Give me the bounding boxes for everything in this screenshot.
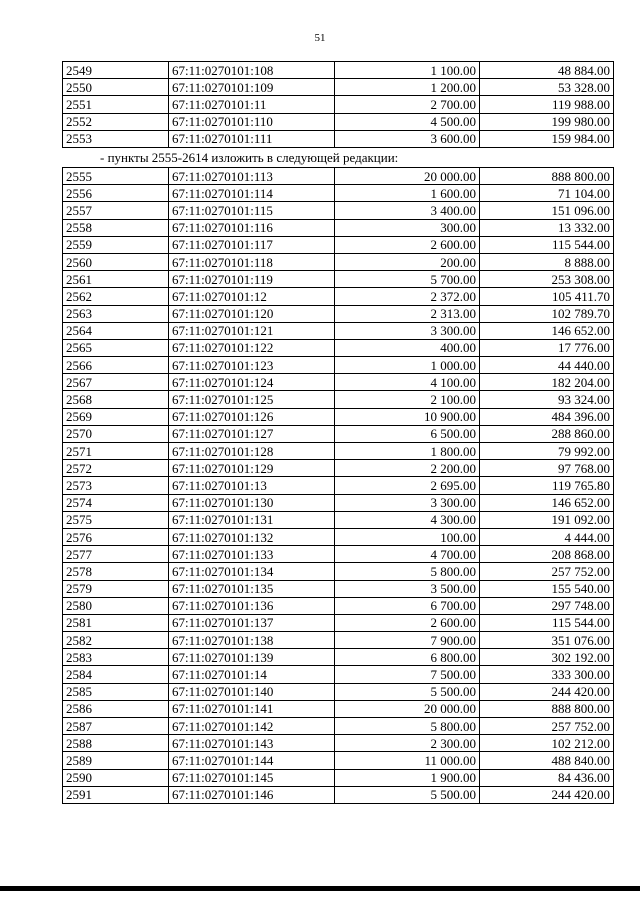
- cost-value: 4 444.00: [480, 528, 614, 545]
- row-number: 2588: [63, 735, 169, 752]
- cost-value: 244 420.00: [480, 683, 614, 700]
- row-number: 2571: [63, 443, 169, 460]
- cadastral-number: 67:11:0270101:12: [169, 288, 335, 305]
- cost-value: 302 192.00: [480, 649, 614, 666]
- table-row: [63, 769, 614, 786]
- area-value: 10 900.00: [335, 408, 480, 425]
- row-number: 2573: [63, 477, 169, 494]
- cadastral-number: 67:11:0270101:14: [169, 666, 335, 683]
- area-value: 100.00: [335, 528, 480, 545]
- table-row: [63, 425, 614, 442]
- table-row: [63, 62, 614, 79]
- cadastral-number: 67:11:0270101:113: [169, 168, 335, 185]
- row-number: 2591: [63, 786, 169, 803]
- area-value: 3 500.00: [335, 580, 480, 597]
- table-row: [63, 666, 614, 683]
- cost-value: 115 544.00: [480, 236, 614, 253]
- cadastral-number: 67:11:0270101:108: [169, 62, 335, 79]
- area-value: 3 600.00: [335, 130, 480, 147]
- area-value: 2 372.00: [335, 288, 480, 305]
- table-row: [63, 130, 614, 147]
- cost-value: 484 396.00: [480, 408, 614, 425]
- cadastral-number: 67:11:0270101:129: [169, 460, 335, 477]
- cost-value: 71 104.00: [480, 185, 614, 202]
- cost-value: 151 096.00: [480, 202, 614, 219]
- cost-value: 8 888.00: [480, 253, 614, 270]
- row-number: 2575: [63, 511, 169, 528]
- cadastral-number: 67:11:0270101:118: [169, 253, 335, 270]
- row-number: 2580: [63, 597, 169, 614]
- table-row: [63, 597, 614, 614]
- area-value: 3 300.00: [335, 322, 480, 339]
- page-number: 51: [314, 32, 326, 44]
- cost-value: 351 076.00: [480, 632, 614, 649]
- row-number: 2558: [63, 219, 169, 236]
- cadastral-number: 67:11:0270101:130: [169, 494, 335, 511]
- cost-value: 44 440.00: [480, 357, 614, 374]
- row-number: 2585: [63, 683, 169, 700]
- row-number: 2563: [63, 305, 169, 322]
- row-number: 2556: [63, 185, 169, 202]
- cost-value: 119 988.00: [480, 96, 614, 113]
- cadastral-number: 67:11:0270101:135: [169, 580, 335, 597]
- row-number: 2574: [63, 494, 169, 511]
- cost-value: 102 789.70: [480, 305, 614, 322]
- table-row: [63, 253, 614, 270]
- table-row: [63, 236, 614, 253]
- table-row: [63, 752, 614, 769]
- footer-divider: [0, 886, 640, 891]
- table-row: [63, 322, 614, 339]
- table-row: [63, 219, 614, 236]
- cost-value: 79 992.00: [480, 443, 614, 460]
- table-row: [63, 79, 614, 96]
- cadastral-number: 67:11:0270101:124: [169, 374, 335, 391]
- cost-value: 84 436.00: [480, 769, 614, 786]
- row-number: 2550: [63, 79, 169, 96]
- cadastral-number: 67:11:0270101:140: [169, 683, 335, 700]
- row-number: 2562: [63, 288, 169, 305]
- table-row: [63, 614, 614, 631]
- cadastral-number: 67:11:0270101:132: [169, 528, 335, 545]
- table-row: [63, 408, 614, 425]
- area-value: 5 500.00: [335, 786, 480, 803]
- cadastral-number: 67:11:0270101:122: [169, 339, 335, 356]
- cadastral-number: 67:11:0270101:111: [169, 130, 335, 147]
- area-value: 1 200.00: [335, 79, 480, 96]
- table-row: [63, 494, 614, 511]
- area-value: 5 800.00: [335, 563, 480, 580]
- cadastral-number: 67:11:0270101:142: [169, 718, 335, 735]
- cadastral-number: 67:11:0270101:110: [169, 113, 335, 130]
- cadastral-number: 67:11:0270101:139: [169, 649, 335, 666]
- area-value: 2 300.00: [335, 735, 480, 752]
- table-row: [63, 374, 614, 391]
- table-row: [63, 632, 614, 649]
- row-number: 2568: [63, 391, 169, 408]
- cost-value: 488 840.00: [480, 752, 614, 769]
- row-number: 2570: [63, 425, 169, 442]
- row-number: 2560: [63, 253, 169, 270]
- cadastral-number: 67:11:0270101:128: [169, 443, 335, 460]
- cadastral-number: 67:11:0270101:13: [169, 477, 335, 494]
- row-number: 2555: [63, 168, 169, 185]
- cadastral-number: 67:11:0270101:114: [169, 185, 335, 202]
- table-row: [63, 443, 614, 460]
- table-row: [63, 185, 614, 202]
- parcel-table-before: [62, 61, 614, 148]
- row-number: 2583: [63, 649, 169, 666]
- area-value: 2 200.00: [335, 460, 480, 477]
- cost-value: 13 332.00: [480, 219, 614, 236]
- area-value: 5 500.00: [335, 683, 480, 700]
- cost-value: 155 540.00: [480, 580, 614, 597]
- table-row: [63, 357, 614, 374]
- cadastral-number: 67:11:0270101:125: [169, 391, 335, 408]
- area-value: 400.00: [335, 339, 480, 356]
- cost-value: 199 980.00: [480, 113, 614, 130]
- area-value: 20 000.00: [335, 168, 480, 185]
- area-value: 5 800.00: [335, 718, 480, 735]
- cost-value: 888 800.00: [480, 700, 614, 717]
- cost-value: 48 884.00: [480, 62, 614, 79]
- area-value: 2 600.00: [335, 614, 480, 631]
- table-row: [63, 528, 614, 545]
- area-value: 1 800.00: [335, 443, 480, 460]
- cost-value: 253 308.00: [480, 271, 614, 288]
- cadastral-number: 67:11:0270101:121: [169, 322, 335, 339]
- table-row: [63, 113, 614, 130]
- cost-value: 257 752.00: [480, 563, 614, 580]
- cadastral-number: 67:11:0270101:11: [169, 96, 335, 113]
- area-value: 7 900.00: [335, 632, 480, 649]
- row-number: 2559: [63, 236, 169, 253]
- table-row: [63, 305, 614, 322]
- cost-value: 297 748.00: [480, 597, 614, 614]
- row-number: 2581: [63, 614, 169, 631]
- cost-value: 17 776.00: [480, 339, 614, 356]
- cost-value: 119 765.80: [480, 477, 614, 494]
- cadastral-number: 67:11:0270101:136: [169, 597, 335, 614]
- table-row: [63, 649, 614, 666]
- cadastral-number: 67:11:0270101:116: [169, 219, 335, 236]
- cost-value: 182 204.00: [480, 374, 614, 391]
- row-number: 2578: [63, 563, 169, 580]
- row-number: 2551: [63, 96, 169, 113]
- table-row: [63, 339, 614, 356]
- area-value: 2 695.00: [335, 477, 480, 494]
- area-value: 3 400.00: [335, 202, 480, 219]
- row-number: 2552: [63, 113, 169, 130]
- cadastral-number: 67:11:0270101:123: [169, 357, 335, 374]
- table-row: [63, 271, 614, 288]
- row-number: 2577: [63, 546, 169, 563]
- cost-value: 115 544.00: [480, 614, 614, 631]
- area-value: 200.00: [335, 253, 480, 270]
- cadastral-number: 67:11:0270101:131: [169, 511, 335, 528]
- cost-value: 53 328.00: [480, 79, 614, 96]
- cadastral-number: 67:11:0270101:146: [169, 786, 335, 803]
- area-value: 6 700.00: [335, 597, 480, 614]
- area-value: 1 900.00: [335, 769, 480, 786]
- table-row: [63, 511, 614, 528]
- cost-value: 97 768.00: [480, 460, 614, 477]
- cadastral-number: 67:11:0270101:109: [169, 79, 335, 96]
- row-number: 2564: [63, 322, 169, 339]
- row-number: 2557: [63, 202, 169, 219]
- row-number: 2579: [63, 580, 169, 597]
- table-row: [63, 168, 614, 185]
- row-number: 2586: [63, 700, 169, 717]
- cadastral-number: 67:11:0270101:120: [169, 305, 335, 322]
- cadastral-number: 67:11:0270101:126: [169, 408, 335, 425]
- row-number: 2576: [63, 528, 169, 545]
- cadastral-number: 67:11:0270101:141: [169, 700, 335, 717]
- row-number: 2549: [63, 62, 169, 79]
- area-value: 2 313.00: [335, 305, 480, 322]
- row-number: 2565: [63, 339, 169, 356]
- row-number: 2589: [63, 752, 169, 769]
- cost-value: 191 092.00: [480, 511, 614, 528]
- area-value: 20 000.00: [335, 700, 480, 717]
- area-value: 6 500.00: [335, 425, 480, 442]
- area-value: 1 100.00: [335, 62, 480, 79]
- row-number: 2553: [63, 130, 169, 147]
- area-value: 6 800.00: [335, 649, 480, 666]
- cost-value: 93 324.00: [480, 391, 614, 408]
- table-row: [63, 288, 614, 305]
- table-row: [63, 683, 614, 700]
- cadastral-number: 67:11:0270101:127: [169, 425, 335, 442]
- table-row: [63, 563, 614, 580]
- table-row: [63, 718, 614, 735]
- cadastral-number: 67:11:0270101:138: [169, 632, 335, 649]
- table-row: [63, 735, 614, 752]
- area-value: 4 500.00: [335, 113, 480, 130]
- row-number: 2567: [63, 374, 169, 391]
- area-value: 7 500.00: [335, 666, 480, 683]
- cost-value: 888 800.00: [480, 168, 614, 185]
- cadastral-number: 67:11:0270101:115: [169, 202, 335, 219]
- area-value: 1 600.00: [335, 185, 480, 202]
- area-value: 11 000.00: [335, 752, 480, 769]
- cost-value: 146 652.00: [480, 494, 614, 511]
- cost-value: 102 212.00: [480, 735, 614, 752]
- table-row: [63, 202, 614, 219]
- area-value: 300.00: [335, 219, 480, 236]
- row-number: 2582: [63, 632, 169, 649]
- table-row: [63, 477, 614, 494]
- area-value: 2 100.00: [335, 391, 480, 408]
- row-number: 2587: [63, 718, 169, 735]
- area-value: 4 700.00: [335, 546, 480, 563]
- cadastral-number: 67:11:0270101:117: [169, 236, 335, 253]
- area-value: 2 700.00: [335, 96, 480, 113]
- table-row: [63, 700, 614, 717]
- table-row: [63, 391, 614, 408]
- cadastral-number: 67:11:0270101:119: [169, 271, 335, 288]
- cadastral-number: 67:11:0270101:137: [169, 614, 335, 631]
- area-value: 1 000.00: [335, 357, 480, 374]
- table-row: [63, 580, 614, 597]
- row-number: 2590: [63, 769, 169, 786]
- cost-value: 333 300.00: [480, 666, 614, 683]
- cadastral-number: 67:11:0270101:133: [169, 546, 335, 563]
- table-row: [63, 786, 614, 803]
- cadastral-number: 67:11:0270101:145: [169, 769, 335, 786]
- cadastral-number: 67:11:0270101:143: [169, 735, 335, 752]
- area-value: 4 300.00: [335, 511, 480, 528]
- table-row: [63, 460, 614, 477]
- cost-value: 105 411.70: [480, 288, 614, 305]
- amendment-instruction: - пункты 2555-2614 изложить в следующей редакции:: [100, 150, 399, 165]
- cost-value: 288 860.00: [480, 425, 614, 442]
- cost-value: 159 984.00: [480, 130, 614, 147]
- area-value: 5 700.00: [335, 271, 480, 288]
- row-number: 2569: [63, 408, 169, 425]
- parcel-table-after: [62, 167, 614, 804]
- cadastral-number: 67:11:0270101:144: [169, 752, 335, 769]
- row-number: 2566: [63, 357, 169, 374]
- cost-value: 146 652.00: [480, 322, 614, 339]
- table-row: [63, 546, 614, 563]
- table-row: [63, 96, 614, 113]
- cost-value: 257 752.00: [480, 718, 614, 735]
- row-number: 2572: [63, 460, 169, 477]
- cost-value: 244 420.00: [480, 786, 614, 803]
- area-value: 2 600.00: [335, 236, 480, 253]
- area-value: 3 300.00: [335, 494, 480, 511]
- row-number: 2561: [63, 271, 169, 288]
- row-number: 2584: [63, 666, 169, 683]
- area-value: 4 100.00: [335, 374, 480, 391]
- cadastral-number: 67:11:0270101:134: [169, 563, 335, 580]
- cost-value: 208 868.00: [480, 546, 614, 563]
